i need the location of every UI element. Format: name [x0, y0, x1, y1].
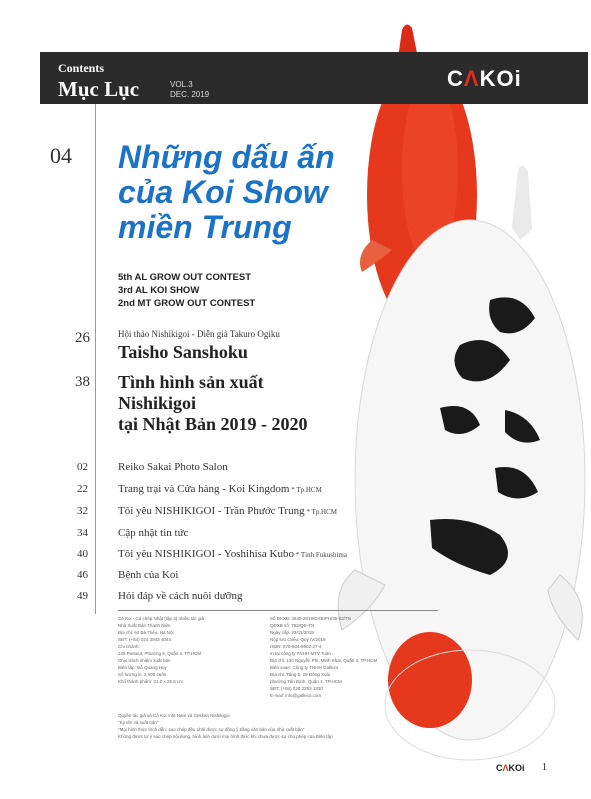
feature-title-line-3: miền Trung: [118, 209, 292, 245]
toc-item[interactable]: [118, 461, 228, 473]
article-1-title[interactable]: Taisho Sanshoku: [118, 342, 248, 362]
issue-date: DEC. 2019: [170, 90, 210, 99]
logo-accent: Ʌ: [463, 66, 480, 91]
colophon-line: Chi nhánh:: [118, 644, 140, 649]
colophon-line: Địa chỉ: 64 Bà Triệu, Hà Nội: [118, 630, 174, 635]
colophon-note: Quyền tác giả và Cá Koi Việt Nam và Gekkan Nishikigoi: [118, 713, 230, 718]
colophon-line: 145 Pasteur, Phường 6, Quận 3, TP.HCM: [118, 651, 202, 656]
colophon-notes: [118, 712, 333, 740]
colophon-line: Nhà Xuất Bản Thanh Niên: [118, 623, 171, 628]
article-2-title-line-2: Nishikigoi: [118, 393, 197, 413]
cakoi-logo: [447, 66, 522, 92]
page-number: 1: [542, 762, 547, 773]
toc-page-number: 32: [77, 505, 88, 517]
toc-item[interactable]: [118, 505, 337, 517]
toc-page-number: 49: [77, 590, 88, 602]
toc-item[interactable]: [118, 590, 243, 602]
feature-subtitle-2: 3rd AL KOI SHOW: [118, 285, 200, 296]
toc-item-text: Trang trại và Cửa hàng - Koi Kingdom: [118, 483, 290, 495]
colophon-line: Khổ thành phẩm: 21.0 x 28.5 cm: [118, 679, 184, 684]
toc-item[interactable]: [118, 483, 322, 495]
footer-logo-koi: KOi: [508, 763, 525, 773]
colophon-line: Nộp lưu chiểu: Quý IV/2019: [270, 637, 326, 642]
colophon-line: SĐT: (+84) 024 3943 4044: [118, 637, 171, 642]
colophon-line: Địa chỉ: 130 Nguyễn Phi, Minh Khai, Quận 3, TP.HCM: [270, 658, 378, 663]
article-2-title[interactable]: [118, 372, 308, 435]
colophon-line: QĐXB số: 762/QĐ-TN: [270, 623, 315, 628]
toc-item-location: * Tỉnh Fukushima: [294, 551, 347, 559]
article-1-label: Hội thảo Nishikigoi - Diễn giả Takuro Ogiku: [118, 329, 280, 339]
contents-heading-vi: Mục Lục: [58, 77, 140, 101]
footer-logo-c: C: [496, 763, 503, 773]
colophon-line: Biên tập: Đỗ Quang Huy: [118, 665, 167, 670]
toc-item-text: Bệnh của Koi: [118, 569, 179, 581]
feature-page-number: 04: [50, 143, 72, 168]
toc-item[interactable]: [118, 548, 347, 560]
colophon-line: Số ĐKXB: 4549-2019/CXBIPH/35-63/TN: [270, 616, 352, 621]
toc-page-number: 02: [77, 461, 88, 473]
feature-title[interactable]: [118, 140, 408, 245]
colophon-note: "Mọi hình thức trích dẫn, sao chép đều phải được sự đồng ý bằng văn bản của nhà xuất bản": [118, 727, 305, 732]
toc-item[interactable]: [118, 569, 178, 581]
colophon-line: phường Tân Định, Quận 1, TP.HCM: [270, 679, 342, 684]
colophon-line: Ngày cấp: 22/11/2019: [270, 630, 314, 635]
colophon-line: SĐT: (+84) 028 2253 1330: [270, 686, 323, 691]
toc-page-number: 46: [77, 569, 88, 581]
colophon-line: Địa chỉ: Tầng 5, 29 Đồng Xoài: [270, 672, 330, 677]
logo-c: C: [447, 66, 464, 91]
page-divider-line: [95, 104, 96, 614]
toc-page-number: 34: [77, 527, 88, 539]
toc-item-location: * Tp.HCM: [304, 508, 337, 516]
toc-item-text: Reiko Sakai Photo Salon: [118, 461, 228, 473]
feature-title-line-2: của Koi Show: [118, 174, 328, 210]
article-2-page-number: 38: [75, 374, 90, 390]
colophon-note: "Ký tên và xuất bản": [118, 720, 159, 725]
toc-item-text: Tôi yêu NISHIKIGOI - Yoshihisa Kubo: [118, 548, 294, 560]
toc-page-number: 22: [77, 483, 88, 495]
colophon-right: [270, 615, 377, 699]
colophon-line: E-mail: info@gallexo.com: [270, 693, 322, 698]
toc-item-location: * Tp.HCM: [289, 486, 322, 494]
colophon-left: [118, 615, 204, 685]
colophon-divider: [118, 610, 438, 611]
toc-item-text: Hỏi đáp về cách nuôi dưỡng: [118, 590, 243, 602]
feature-subtitle-1: 5th AL GROW OUT CONTEST: [118, 272, 251, 283]
volume-number: VOL.3: [170, 80, 193, 89]
colophon-line: ISBN: 978-604-9902-27-4: [270, 644, 322, 649]
article-2-title-line-1: Tình hình sản xuất: [118, 372, 264, 392]
toc-item-text: Tôi yêu NISHIKIGOI - Trần Phước Trung: [118, 505, 305, 517]
toc-item[interactable]: [118, 527, 188, 539]
footer-logo-accent: Ʌ: [502, 763, 509, 773]
toc-item-text: Cập nhật tin tức: [118, 527, 189, 539]
contents-heading-en: Contents: [58, 61, 105, 75]
colophon-line: Chịu trách nhiệm xuất bản: [118, 658, 171, 663]
colophon-line: In tại công ty TNHH MTV Toàn: [270, 651, 331, 656]
logo-koi: KOi: [479, 66, 522, 91]
volume-info: [170, 80, 209, 100]
feature-subtitle-3: 2nd MT GROW OUT CONTEST: [118, 298, 256, 309]
feature-title-line-1: Những dấu ấn: [118, 139, 335, 175]
article-1-page-number: 26: [75, 330, 90, 346]
colophon-note: Không được tự ý sao chép nội dung, hình ảnh dưới mọi hình thức khi chưa được sự cho phép của Biên tập: [118, 734, 333, 739]
toc-page-number: 40: [77, 548, 88, 560]
footer-logo: [496, 763, 525, 773]
article-2-title-line-3: tại Nhật Bản 2019 - 2020: [118, 414, 308, 434]
colophon-line: Biên soạn: Công ty TNHH Gallexo: [270, 665, 339, 670]
colophon-line: Số lượng in: 2 000 cuốn: [118, 672, 167, 677]
colophon-line: Cá Koi - Cá chép Nhật (tập 3) nhiều tác giả: [118, 616, 205, 621]
